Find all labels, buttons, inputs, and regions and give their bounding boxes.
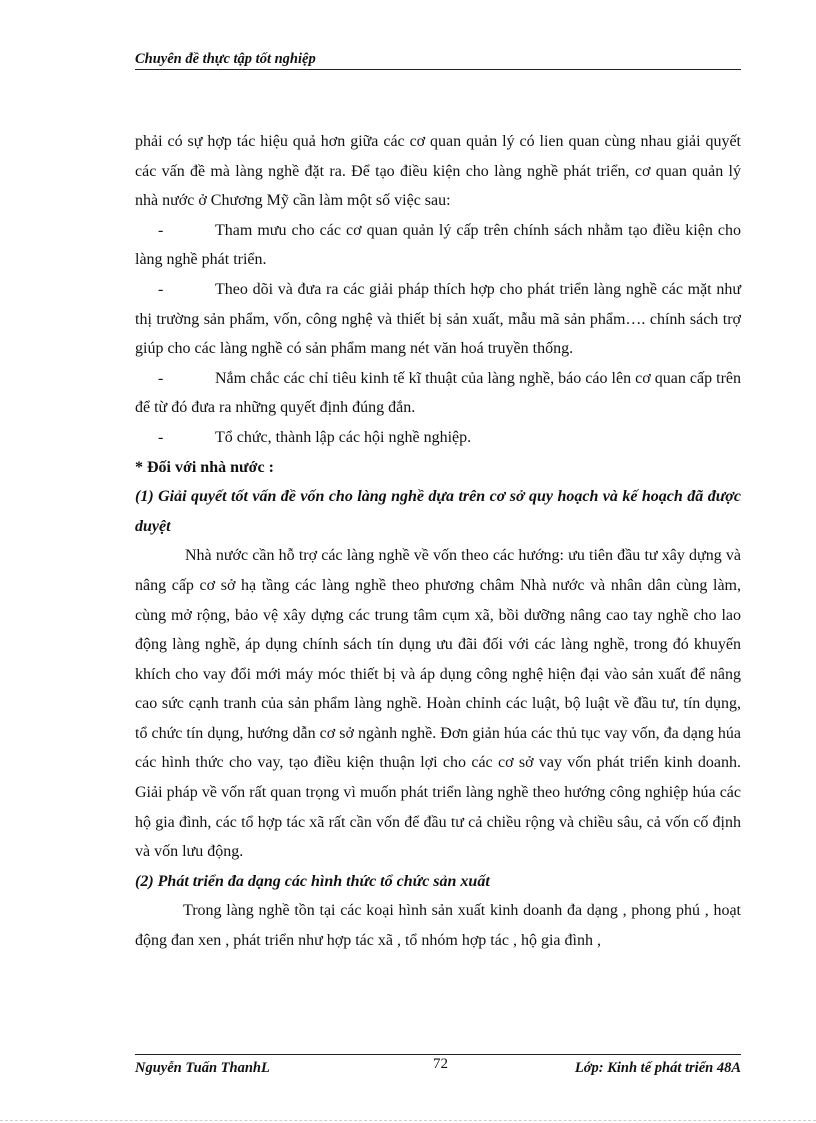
list-item-text: Nắm chắc các chỉ tiêu kinh tế kĩ thuật của làng nghề, báo cáo lên cơ quan cấp trên để từ đó đưa ra những quyết định đúng đắn.: [135, 369, 741, 417]
list-item-text: Tham mưu cho các cơ quan quản lý cấp trên chính sách nhằm tạo điều kiện cho làng nghề phát triển.: [135, 221, 741, 269]
footer-author: Nguyễn Tuấn ThanhL: [135, 1060, 270, 1076]
subsection-1-paragraph: Nhà nước cần hỗ trợ các làng nghề về vốn theo các hướng: ưu tiên đầu tư xây dựng và nâng cấp cơ sở hạ tầng các làng nghề theo phương châm Nhà nước và nhân dân cùng làm, cùng mở rộng, bảo vệ xây dựng các trung tâm cụm xã, bồi dưỡng nâng cao tay nghề cho lao động làng nghề, áp dụng chính sách tín dụng ưu đãi đối với các làng nghề, trong đó khuyến khích cho vay đổi mới máy móc thiết bị và áp dụng công nghệ hiện đại vào sản xuất để nâng cao sức cạnh tranh của sản phẩm làng nghề. Hoàn chỉnh các luật, bộ luật về đầu tư, tín dụng, tổ chức tín dụng, hướng dẫn cơ sở ngành nghề. Đơn giản húa các thủ tục vay vốn, đa dạng húa các hình thức cho vay, tạo điều kiện thuận lợi cho các cơ sở vay vốn phát triển kinh doanh. Giải pháp về vốn rất quan trọng vì muốn phát triển làng nghề theo hướng công nghiệp húa các hộ gia đình, các tổ hợp tác xã rất cần vốn để đầu tư cả chiều rộng và chiều sâu, cả vốn cố định và vốn lưu động.: [135, 547, 741, 861]
list-item: [135, 216, 741, 275]
list-item: [135, 364, 741, 423]
subsection-heading-1: (1) Giải quyết tốt vấn đề vốn cho làng nghề dựa trên cơ sở quy hoạch và kế hoạch đã được duyệt: [135, 488, 741, 535]
page-header: [135, 50, 741, 68]
dash-bullet: -: [158, 428, 164, 446]
document-body: [135, 127, 741, 956]
header-rule: [135, 69, 741, 70]
dash-bullet: -: [158, 221, 164, 239]
list-item-text: Tổ chức, thành lập các hội nghề nghiệp.: [215, 428, 472, 446]
dash-bullet: -: [158, 280, 164, 298]
page-edge-divider: [0, 1120, 816, 1121]
page-number: 72: [433, 1056, 448, 1072]
list-item-text: Theo dõi và đưa ra các giải pháp thích hợp cho phát triển làng nghề các mặt như thị trường sản phẩm, vốn, công nghệ và thiết bị sản xuất, mẫu mã sản phẩm…. chính sách trợ giúp cho các làng nghề có sản phẩm mang nét văn hoá truyền thống.: [135, 280, 741, 358]
intro-paragraph: phải có sự hợp tác hiệu quả hơn giữa các cơ quan quản lý có lien quan cùng nhau giải quyết các vấn đề mà làng nghề đặt ra. Để tạo điều kiện cho làng nghề phát triển, cơ quan quản lý nhà nước ở Chương Mỹ cần làm một số việc sau:: [135, 133, 741, 210]
subsection-2-paragraph: Trong làng nghề tồn tại các koại hình sản xuất kinh doanh đa dạng , phong phú , hoạt động đan xen , phát triển như hợp tác xã , tổ nhóm hợp tác , hộ gia đình ,: [135, 902, 741, 950]
dash-bullet: -: [158, 369, 164, 387]
header-title: Chuyên đề thực tập tốt nghiệp: [135, 51, 316, 67]
list-item: [135, 423, 741, 453]
footer-class: Lớp: Kinh tế phát triển 48A: [574, 1060, 741, 1076]
list-item: [135, 275, 741, 364]
subsection-heading-2: (2) Phát triển đa dạng các hình thức tổ chức sản xuất: [135, 872, 490, 890]
section-heading: * Đối với nhà nước :: [135, 458, 274, 476]
